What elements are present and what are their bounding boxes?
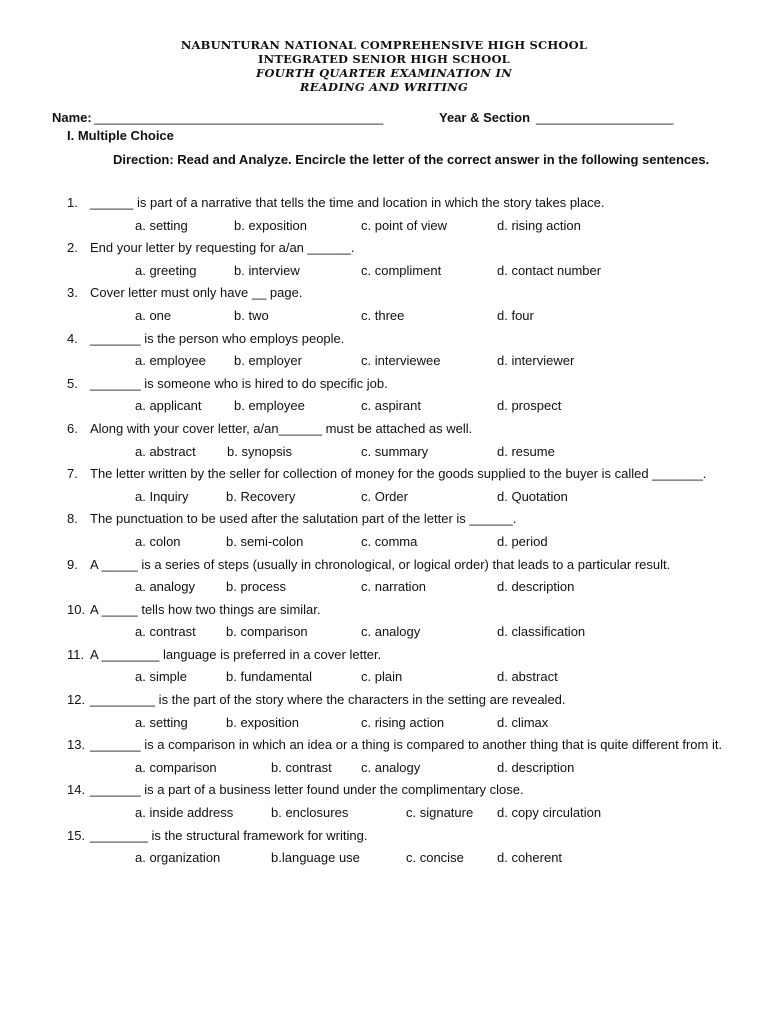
question-number: 15.	[67, 827, 86, 843]
question-item	[67, 644, 732, 689]
question-number: 12.	[67, 692, 86, 708]
answer-option[interactable]: c. compliment	[361, 262, 442, 278]
question-stem: The punctuation to be used after the salutation part of the letter is ______.	[90, 511, 517, 527]
question-list	[67, 192, 732, 870]
question-number: 5.	[67, 375, 78, 391]
answer-options	[135, 441, 732, 464]
question-stem: A ________ language is preferred in a cover letter.	[90, 646, 382, 662]
question-item	[67, 779, 732, 824]
answer-option[interactable]: b. employee	[234, 398, 305, 414]
question-item	[67, 689, 732, 734]
answer-option[interactable]: d. climax	[497, 714, 549, 730]
answer-option[interactable]: c. three	[361, 307, 405, 323]
answer-options	[135, 757, 732, 780]
question-stem: The letter written by the seller for collection of money for the goods supplied to the buyer is called _______.	[90, 466, 707, 482]
answer-options	[135, 395, 732, 418]
question-item	[67, 734, 732, 779]
question-number: 13.	[67, 737, 86, 753]
question-number: 11.	[67, 646, 85, 662]
question-item	[67, 237, 732, 282]
question-number: 14.	[67, 782, 86, 798]
answer-options	[135, 350, 732, 373]
answer-option[interactable]: b.language use	[271, 850, 360, 866]
answer-option[interactable]: d. abstract	[497, 669, 558, 685]
answer-option[interactable]: b. employer	[234, 353, 302, 369]
question-item	[67, 463, 732, 508]
question-number: 6.	[67, 420, 78, 436]
question-item	[67, 282, 732, 327]
question-item	[67, 373, 732, 418]
subject-title: READING AND WRITING	[299, 80, 469, 94]
answer-option[interactable]: b. Recovery	[226, 488, 296, 504]
answer-option[interactable]: a. Inquiry	[135, 488, 189, 504]
answer-option[interactable]: d. coherent	[497, 850, 563, 866]
answer-option[interactable]: d. period	[497, 533, 548, 549]
answer-options	[135, 260, 732, 283]
answer-option[interactable]: b. exposition	[234, 217, 307, 233]
answer-option[interactable]: a. setting	[135, 714, 188, 730]
answer-option[interactable]: b. two	[234, 307, 269, 323]
question-number: 10.	[67, 601, 86, 617]
answer-option[interactable]: a. inside address	[135, 805, 234, 821]
answer-option[interactable]: b. interview	[234, 262, 300, 278]
answer-option[interactable]: c. analogy	[361, 624, 421, 640]
answer-options	[135, 712, 732, 735]
school-name: NABUNTURAN NATIONAL COMPREHENSIVE HIGH SCHOOL	[180, 38, 588, 52]
answer-option[interactable]: a. analogy	[135, 579, 195, 595]
question-stem: _________ is the part of the story where the characters in the setting are revealed.	[90, 692, 566, 708]
question-number: 9.	[67, 556, 78, 572]
year-section-blank[interactable]: ___________________	[536, 110, 674, 125]
question-item	[67, 554, 732, 599]
answer-option[interactable]: a. greeting	[135, 262, 197, 278]
answer-option[interactable]: b. enclosures	[271, 805, 349, 821]
question-stem: End your letter by requesting for a/an ______.	[90, 240, 355, 256]
exam-title: FOURTH QUARTER EXAMINATION IN	[255, 66, 513, 80]
answer-option[interactable]: d. classification	[497, 624, 586, 640]
question-number: 2.	[67, 240, 78, 256]
exam-header	[0, 38, 768, 94]
answer-option[interactable]: a. one	[135, 307, 172, 323]
answer-option[interactable]: a. simple	[135, 669, 188, 685]
answer-option[interactable]: b. contrast	[271, 759, 332, 775]
answer-option[interactable]: d. resume	[497, 443, 555, 459]
question-number: 1.	[67, 195, 78, 210]
answer-option[interactable]: a. abstract	[135, 443, 196, 459]
question-item	[67, 825, 732, 870]
answer-option[interactable]: a. colon	[135, 533, 181, 549]
question-stem: A _____ tells how two things are similar.	[90, 601, 321, 617]
section-title: I. Multiple Choice	[67, 128, 174, 143]
answer-option[interactable]: a. applicant	[135, 398, 202, 414]
answer-options	[135, 576, 732, 599]
question-stem: Cover letter must only have __ page.	[90, 285, 303, 301]
question-stem: _______ is a part of a business letter found under the complimentary close.	[90, 782, 524, 798]
question-number: 8.	[67, 511, 78, 527]
answer-options	[135, 802, 732, 825]
question-stem: A _____ is a series of steps (usually in chronological, or logical order) that leads to a particular result.	[90, 556, 671, 572]
answer-option[interactable]: d. Quotation	[497, 488, 568, 504]
answer-option[interactable]: c. rising action	[361, 714, 445, 730]
question-item	[67, 599, 732, 644]
answer-option[interactable]: d. interviewer	[497, 353, 575, 369]
answer-option[interactable]: a. organization	[135, 850, 221, 866]
answer-option[interactable]: b. exposition	[226, 714, 299, 730]
answer-option[interactable]: c. point of view	[361, 217, 447, 233]
question-number: 7.	[67, 466, 78, 482]
question-item	[67, 328, 732, 373]
answer-option[interactable]: b. semi-colon	[226, 533, 304, 549]
answer-option[interactable]: a. setting	[135, 217, 188, 233]
direction-text: Direction: Read and Analyze. Encircle the letter of the correct answer in the following sentences.	[113, 152, 710, 167]
answer-option[interactable]: a. comparison	[135, 759, 217, 775]
answer-option[interactable]: c. signature	[406, 805, 474, 821]
answer-options	[135, 486, 732, 509]
subschool-name: INTEGRATED SENIOR HIGH SCHOOL	[258, 52, 510, 66]
question-stem: _______ is a comparison in which an idea or a thing is compared to another thing that is quite different from it.	[90, 737, 723, 753]
answer-options	[135, 215, 732, 238]
answer-option[interactable]: d. description	[497, 759, 575, 775]
question-item	[67, 508, 732, 553]
answer-option[interactable]: d. contact number	[497, 262, 602, 278]
answer-options	[135, 305, 732, 328]
answer-option[interactable]: c. interviewee	[361, 353, 441, 369]
answer-options	[135, 621, 732, 644]
question-item	[67, 192, 732, 237]
question-number: 4.	[67, 330, 78, 346]
name-label: Name:	[52, 110, 92, 125]
answer-option[interactable]: d. copy circulation	[497, 805, 602, 821]
question-item	[67, 418, 732, 463]
question-number: 3.	[67, 285, 78, 301]
answer-option[interactable]: c. plain	[361, 669, 403, 685]
question-stem: _______ is someone who is hired to do specific job.	[90, 375, 388, 391]
answer-option[interactable]: c. comma	[361, 533, 418, 549]
answer-options	[135, 666, 732, 689]
name-blank[interactable]: ________________________________________	[94, 110, 384, 125]
answer-option[interactable]: b. synopsis	[227, 443, 293, 459]
question-stem: ________ is the structural framework for writing.	[90, 827, 368, 843]
answer-option[interactable]: b. fundamental	[226, 669, 313, 685]
answer-option[interactable]: b. comparison	[226, 624, 308, 640]
answer-option[interactable]: d. prospect	[497, 398, 562, 414]
answer-option[interactable]: c. analogy	[361, 759, 421, 775]
question-stem: ______ is part of a narrative that tells the time and location in which the story takes place.	[90, 195, 605, 210]
answer-option[interactable]: a. employee	[135, 353, 206, 369]
question-stem: Along with your cover letter, a/an______ must be attached as well.	[90, 420, 473, 436]
answer-options	[135, 847, 732, 870]
answer-option[interactable]: a. contrast	[135, 624, 196, 640]
answer-option[interactable]: c. Order	[361, 488, 408, 504]
answer-option[interactable]: c. concise	[406, 850, 464, 866]
answer-option[interactable]: c. narration	[361, 579, 427, 595]
answer-option[interactable]: d. description	[497, 579, 575, 595]
answer-option[interactable]: c. summary	[361, 443, 429, 459]
answer-options	[135, 531, 732, 554]
answer-option[interactable]: b. process	[226, 579, 286, 595]
answer-option[interactable]: d. four	[497, 307, 534, 323]
year-section-label: Year & Section	[439, 110, 531, 125]
answer-option[interactable]: c. aspirant	[361, 398, 421, 414]
answer-option[interactable]: d. rising action	[497, 217, 581, 233]
question-stem: _______ is the person who employs people.	[90, 330, 345, 346]
